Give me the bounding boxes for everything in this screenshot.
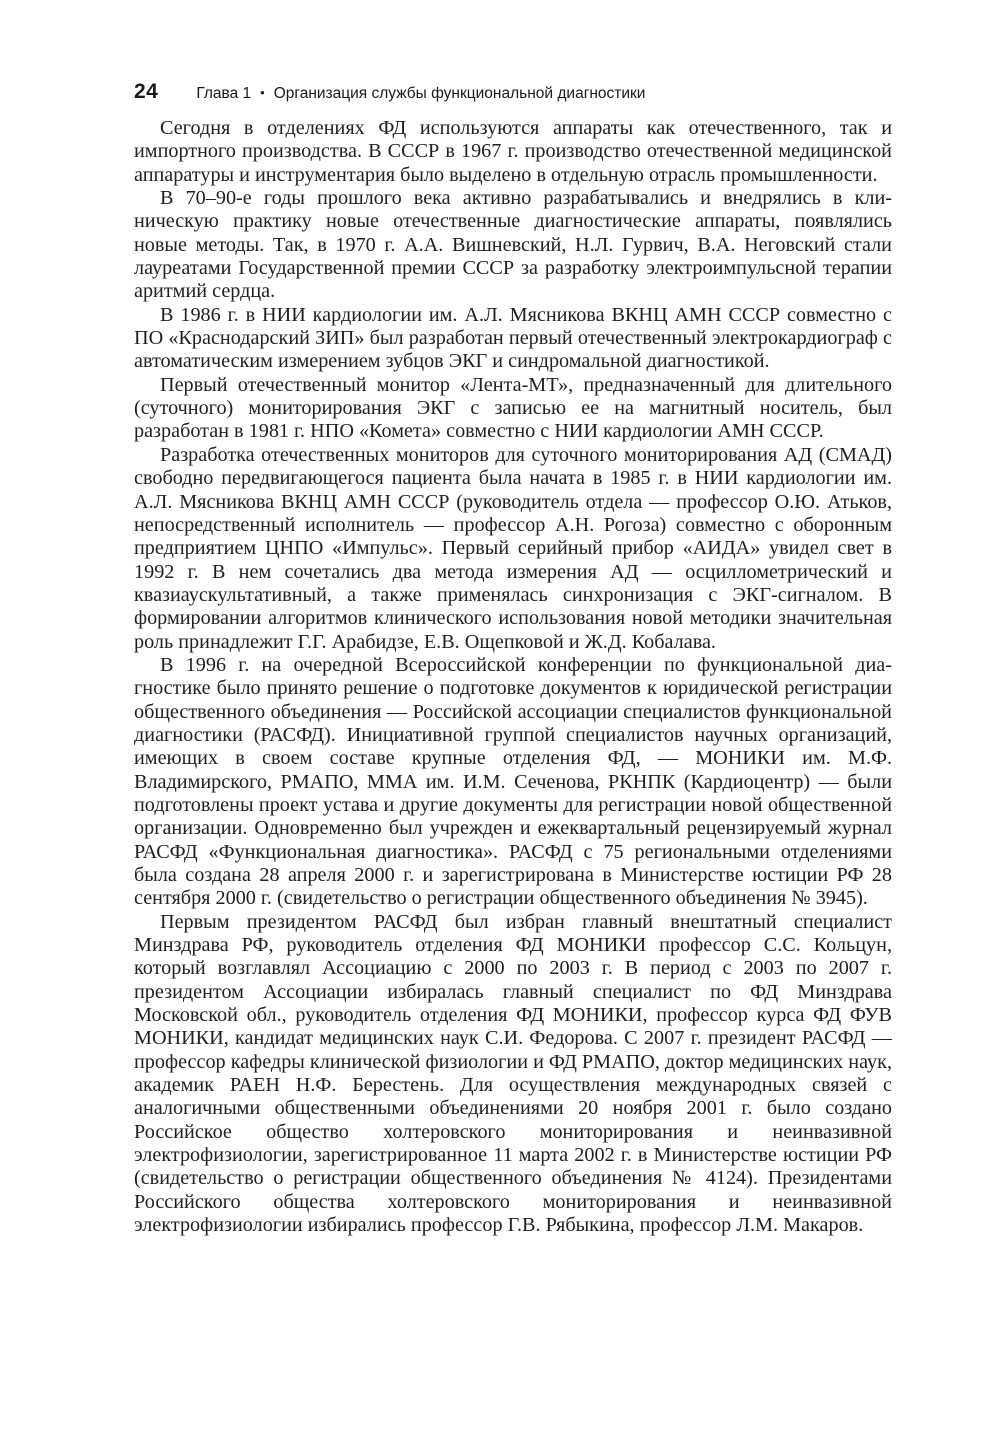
paragraph-rasfd-founding: В 1996 г. на очередной Всероссийской конференции по функциональной диагностике было принято решение о подготовке документов к юридической регистрации общественного объединения — Российской ассоциации специалистов функциональной диагностики (РАСФД). Инициативной группой специалистов научных организаций, имеющих в своем составе крупные отделения ФД, — МОНИКИ им. М.Ф. Владимирского, РМАПО, ММА им. И.М. Сеченова, РКНПК (Кардиоцентр) — были подготовлены проект устава и другие документы для регистрации новой общественной организации. Одновременно был учрежден и ежеквартальный рецензируемый журнал РАСФД «Функциональная диагностика». РАСФД с 75 региональными отделениями была создана 28 апреля 2000 г. и зарегистрирована в Министерстве юстиции РФ 28 сентября 2000 г. (свидетельство о регистрации общественного объединения № 3945). <box>134 653 892 910</box>
paragraph-smad-monitors: Разработка отечественных мониторов для суточного мониторирования АД (СМАД) свободно передвигающегося пациента была начата в 1985 г. в НИИ кардиологии им. А.Л. Мясникова ВКНЦ АМН СССР (руководитель отдела — профессор О.Ю. Атьков, непосредственный исполнитель — профессор А.Н. Рогоза) совместно с оборонным предприятием ЦНПО «Импульс». Первый серийный прибор «АИДА» увидел свет в 1992 г. В нем сочетались два метода измерения АД — осциллометрический и квазиаускультативный, а также применялась синхронизация с ЭКГ-сигналом. В формировании алгоритмов клинического использования новой методики значительная роль принадлежит Г.Г. Арабидзе, Е.В. Ощепковой и Ж.Д. Кобалава. <box>134 443 892 653</box>
paragraph-70-90s-development: В 70–90-е годы прошлого века активно разрабатывались и внедрялись в клиническую практику новые отечественные диагностические аппараты, появлялись новые методы. Так, в 1970 г. А.А. Вишневский, Н.Л. Гурвич, В.А. Неговский стали лауреатами Государственной премии СССР за разработку электроимпульсной терапии аритмий сердца. <box>134 187 892 303</box>
chapter-title: Организация службы функциональной диагностики <box>273 85 646 102</box>
body-text <box>134 117 892 1238</box>
paragraph-1986-electrocardiograph: В 1986 г. в НИИ кардиологии им. А.Л. Мясникова ВКНЦ АМН СССР совместно с ПО «Краснодарский ЗИП» был разработан первый отечественный электрокардиограф с автоматическим измерением зубцов ЭКГ и синдромальной диагностикой. <box>134 303 892 373</box>
running-header <box>134 80 894 110</box>
paragraph-lenta-mt-monitor: Первый отечественный монитор «Лента-МТ», предназначенный для длительного (суточного) мониторирования ЭКГ с записью ее на магнитный носитель, был разработан в 1981 г. НПО «Комета» совместно с НИИ кардиологии АМН СССР. <box>134 373 892 443</box>
chapter-label: Глава 1 <box>196 85 252 102</box>
page-number: 24 <box>134 80 159 103</box>
paragraph-equipment-production: Сегодня в отделениях ФД используются аппараты как отечественного, так и импортного производства. В СССР в 1967 г. производство отечественной медицинской аппаратуры и инструментария было выделено в отдельную отрасль промышленности. <box>134 117 892 186</box>
header-separator: • <box>260 85 265 100</box>
paragraph-rasfd-presidents: Первым президентом РАСФД был избран главный внештатный специалист Минздрава РФ, руководитель отделения ФД МОНИКИ профессор С.С. Кольцун, который возглавлял Ассоциацию с 2000 по 2003 г. В период с 2003 по 2007 г. президентом Ассоциации избиралась главный специалист по ФД Минздрава Московской обл., руководитель отделения ФД МОНИКИ, профессор курса ФД ФУВ МОНИКИ, кандидат медицинских наук С.И. Федорова. С 2007 г. президент РАСФД — профессор кафедры клинической физиологии и ФД РМАПО, доктор медицинских наук, академик РАЕН Н.Ф. Берестень. Для осуществления международных связей с аналогичными общественными объединениями 20 ноября 2001 г. было создано Российское общество холтеровского мониторирования и неинвазивной электрофизиологии, зарегистрированное 11 марта 2002 г. в Министерстве юстиции РФ (свидетельство о регистрации общественного объединения № 4124). Президентами Российского общества холтеровского мониторирования и неинвазивной электрофизиологии избирались профессор Г.В. Рябыкина, профессор Л.М. Макаров. <box>134 910 892 1237</box>
